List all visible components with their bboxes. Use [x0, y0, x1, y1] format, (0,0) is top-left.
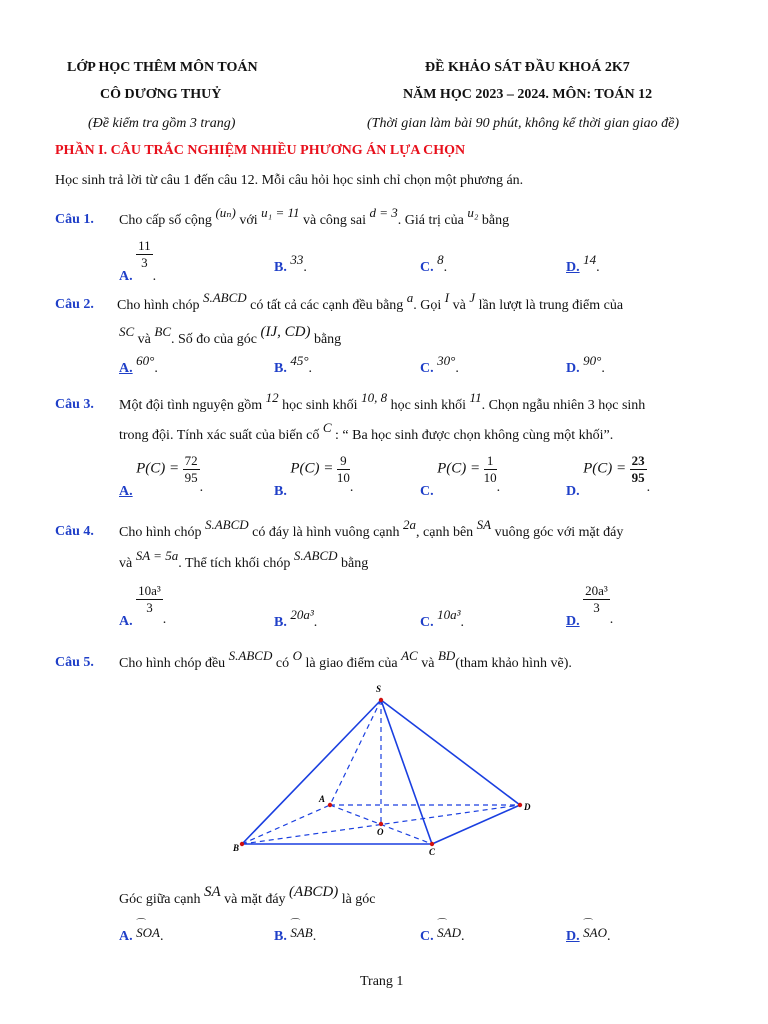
q2-option-c[interactable]: C. 30°. — [420, 353, 459, 376]
q2-text: . Số đo của góc — [171, 332, 257, 347]
q2-text: và — [452, 298, 466, 313]
exam-year-subject: NĂM HỌC 2023 – 2024. MÔN: TOÁN 12 — [403, 87, 653, 102]
option-c-label: C. — [420, 483, 434, 499]
q3-option-d[interactable]: D. P(C) = $\frac{23}{95}$ . — [566, 453, 651, 499]
point-b — [240, 842, 244, 846]
q5-math-sa: SA — [203, 884, 221, 900]
instruction-text: Học sinh trả lời từ câu 1 đến câu 12. Mỗi câu hỏi học sinh chỉ chọn một phương án. — [55, 173, 524, 188]
q3-text: : “ Ba học sinh được chọn không cùng một khối”. — [335, 428, 614, 443]
q1-option-d[interactable]: D. 14. — [566, 252, 600, 275]
q2-math-pyramid: S.ABCD — [202, 290, 247, 305]
q3-text: Một đội tình nguyện gồm — [119, 398, 263, 413]
q3-option-a[interactable]: A. P(C) = $\frac{72}{95}$ . — [119, 453, 204, 499]
point-d — [518, 803, 522, 807]
q1-option-d-value: 14 — [583, 252, 597, 267]
q4-math-pyramid: S.ABCD — [293, 548, 338, 563]
q4-option-a[interactable]: A. $\frac{\text{10a³}}{3}$ . — [119, 583, 167, 629]
q3-option-a-prob: P(C) = — [136, 460, 180, 477]
q4-math-sa: SA — [476, 517, 492, 532]
denominator: 3 — [141, 255, 148, 270]
q1-option-b[interactable]: B. 33. — [274, 252, 307, 275]
q3-math-count-12: 12 — [265, 390, 279, 405]
q2-text: và — [137, 332, 151, 347]
question-4-stem-line2 — [119, 548, 369, 572]
school-name: LỚP HỌC THÊM MÔN TOÁN — [67, 60, 258, 75]
q5-option-c-angle: ⌒ SAD — [437, 925, 461, 941]
q2-option-a[interactable]: A. 60°. — [119, 353, 158, 376]
q3-text: học sinh khối — [282, 398, 358, 413]
q2-text: Cho hình chóp — [117, 298, 200, 313]
q4-option-d-fraction — [583, 583, 610, 616]
question-5-number: Câu 5. — [55, 655, 94, 670]
q3-option-d-prob: P(C) = — [583, 460, 627, 477]
numerator: 9 — [337, 453, 350, 470]
q2-option-a-value: 60° — [136, 353, 155, 368]
q4-math-side: 2a — [403, 517, 417, 532]
numerator: 20a³ — [585, 583, 608, 598]
q1-option-a[interactable]: A. $\frac{11}{3}$ . — [119, 238, 157, 284]
q2-text: bằng — [313, 332, 342, 347]
q3-text: trong đội. Tính xác suất của biến cố — [119, 428, 320, 443]
option-a-label: A. — [119, 361, 133, 376]
denominator: 10 — [483, 470, 497, 485]
q3-math-event: C — [322, 420, 332, 435]
question-3-stem-line1 — [119, 390, 646, 414]
label-b: B — [233, 843, 240, 853]
q4-text: và — [119, 556, 133, 571]
q2-option-d-value: 90° — [583, 353, 602, 368]
option-d-label: D. — [566, 260, 580, 275]
q4-option-b-value: 20a³ — [290, 607, 314, 622]
q5-text: Cho hình chóp đều — [119, 656, 226, 671]
q1-option-b-value: 33 — [290, 252, 304, 267]
q3-math-count-11: 11 — [469, 390, 482, 405]
denominator: 10 — [336, 470, 350, 485]
option-b-label: B. — [274, 929, 287, 944]
q1-text: Cho cấp số cộng — [119, 213, 212, 228]
denominator: 3 — [146, 600, 153, 615]
q4-math-sa-length: SA = 5a — [135, 548, 179, 563]
q1-text: bằng — [481, 213, 510, 228]
page-number: Trang 1 — [360, 974, 404, 989]
q5-math-bd: BD — [437, 648, 456, 663]
q5-text: và mặt đáy — [224, 892, 286, 907]
question-2-stem-line1 — [117, 290, 624, 314]
exam-title: ĐỀ KHẢO SÁT ĐẦU KHOÁ 2K7 — [425, 60, 630, 75]
option-c-label: C. — [420, 361, 434, 376]
denominator: 95 — [631, 470, 645, 485]
option-c-label: C. — [420, 929, 434, 944]
numerator: 72 — [184, 453, 198, 468]
q2-text: lần lượt là trung điểm của — [478, 298, 624, 313]
numerator: 10a³ — [138, 583, 161, 598]
q5-math-o: O — [292, 648, 302, 663]
edge-sa-hidden — [330, 700, 381, 805]
q1-math-sequence: (uₙ) — [215, 205, 236, 220]
label-a: A — [319, 794, 326, 804]
option-b-label: B. — [274, 615, 287, 630]
q2-text: có tất cả các cạnh đều bằng — [250, 298, 404, 313]
q5-option-b[interactable]: B. ⌒ SAB. — [274, 928, 316, 945]
q2-text: . Gọi — [413, 298, 442, 313]
option-a-label: A. — [119, 613, 133, 629]
q4-option-b[interactable]: B. 20a³. — [274, 607, 318, 630]
option-c-label: C. — [420, 615, 434, 630]
option-d-label: D. — [566, 361, 580, 376]
option-d-label: D. — [566, 613, 580, 629]
option-c-label: C. — [420, 260, 434, 275]
teacher-name: CÔ DƯƠNG THUỶ — [100, 87, 222, 102]
option-a-label: A. — [119, 268, 133, 284]
q1-text: . Giá trị của — [397, 213, 464, 228]
q1-option-c-value: 8 — [437, 252, 444, 267]
q3-option-c-fraction — [484, 453, 497, 486]
edge-sd — [381, 700, 520, 805]
q1-option-a-fraction — [136, 238, 153, 271]
q1-math-first-term: u₁ = 11 — [261, 205, 300, 220]
q2-math-edge: a — [406, 290, 414, 305]
option-d-label: D. — [566, 929, 580, 944]
denominator: 3 — [593, 600, 600, 615]
q5-option-d[interactable]: D. ⌒ SAO. — [566, 928, 610, 945]
q5-text: có — [275, 656, 290, 671]
option-a-label: A. — [119, 929, 133, 944]
option-b-label: B. — [274, 483, 287, 499]
edge-ba-hidden — [242, 805, 330, 844]
q1-text: và công sai — [303, 213, 366, 228]
q5-option-b-angle: ⌒ SAB — [290, 925, 312, 941]
label-d: D — [524, 802, 531, 812]
question-1-number: Câu 1. — [55, 212, 94, 227]
q3-option-b-fraction — [337, 453, 350, 486]
q2-math-point-i: I — [444, 290, 450, 305]
q4-option-d[interactable]: D. $\frac{\text{20a³}}{3}$ . — [566, 583, 614, 629]
q3-option-b[interactable]: B. P(C) = $\frac{9}{10}$ . — [274, 453, 354, 499]
q1-text: với — [239, 213, 258, 228]
question-4-number: Câu 4. — [55, 524, 94, 539]
label-c: C — [429, 847, 436, 857]
option-a-label: A. — [119, 483, 133, 499]
point-a — [328, 803, 332, 807]
q2-option-b[interactable]: B. 45°. — [274, 353, 313, 376]
q2-math-sc: SC — [119, 324, 135, 339]
q5-math-plane: (ABCD) — [289, 884, 339, 900]
label-s: S — [376, 684, 382, 694]
q2-option-c-value: 30° — [437, 353, 456, 368]
question-3-number: Câu 3. — [55, 397, 94, 412]
q2-option-b-value: 45° — [290, 353, 309, 368]
q4-text: có đáy là hình vuông cạnh — [252, 525, 400, 540]
option-b-label: B. — [274, 260, 287, 275]
pyramid-figure — [228, 680, 540, 860]
q5-text: Góc giữa cạnh — [119, 892, 201, 907]
time-note: (Thời gian làm bài 90 phút, không kể thời gian giao đề) — [367, 116, 680, 131]
q3-text: học sinh khối — [390, 398, 467, 413]
page-count-note: (Đề kiểm tra gồm 3 trang) — [88, 116, 236, 131]
q1-option-c[interactable]: C. 8. — [420, 252, 448, 275]
q3-option-a-fraction — [183, 453, 200, 486]
q2-math-point-j: J — [469, 290, 476, 305]
q4-option-a-fraction — [136, 583, 163, 616]
q4-text: bằng — [341, 556, 369, 571]
q2-option-d[interactable]: D. 90°. — [566, 353, 605, 376]
q4-text: , cạnh bên — [416, 525, 474, 540]
q3-option-c[interactable]: C. P(C) = $\frac{1}{10}$ . — [420, 453, 501, 499]
q3-option-b-prob: P(C) = — [290, 460, 334, 477]
q3-math-count-10-8: 10, 8 — [361, 390, 388, 405]
question-2-number: Câu 2. — [55, 297, 94, 312]
q5-option-d-angle: ⌒ SAO — [583, 925, 607, 941]
q2-math-angle: (IJ, CD) — [260, 324, 311, 340]
option-b-label: B. — [274, 361, 287, 376]
q5-text: và — [421, 656, 435, 671]
option-d-label: D. — [566, 483, 580, 499]
question-5-stem-line2 — [119, 884, 376, 908]
question-3-stem-line2 — [119, 420, 614, 444]
q5-text: (tham khảo hình vẽ). — [455, 656, 572, 671]
numerator: 23 — [631, 453, 645, 468]
q5-option-c[interactable]: C. ⌒ SAD. — [420, 928, 464, 945]
question-4-stem-line1 — [119, 517, 624, 541]
q4-option-c[interactable]: C. 10a³. — [420, 607, 465, 630]
q4-text: vuông góc với mặt đáy — [494, 525, 624, 540]
q4-math-pyramid: S.ABCD — [204, 517, 249, 532]
question-2-stem-line2 — [119, 324, 342, 348]
edge-sb — [242, 700, 381, 844]
question-5-stem — [119, 648, 572, 672]
q4-text: Cho hình chóp — [119, 525, 202, 540]
q3-option-d-fraction — [630, 453, 647, 486]
section-title: PHẦN I. CÂU TRẮC NGHIỆM NHIỀU PHƯƠNG ÁN LỰA CHỌN — [55, 143, 466, 158]
q3-option-c-prob: P(C) = — [437, 460, 481, 477]
question-1-stem — [119, 205, 510, 229]
q5-text: là góc — [341, 892, 376, 907]
q4-option-c-value: 10a³ — [437, 607, 461, 622]
edge-sc — [381, 700, 432, 844]
q2-math-bc: BC — [154, 324, 172, 339]
q5-option-a-angle: ⌒ SOA — [136, 925, 160, 941]
q5-option-a[interactable]: A. ⌒ SOA. — [119, 928, 163, 945]
q5-text: là giao điểm của — [305, 656, 398, 671]
point-c — [430, 842, 434, 846]
q5-math-ac: AC — [401, 648, 418, 663]
point-s — [379, 698, 383, 702]
point-o — [379, 822, 383, 826]
numerator: 1 — [484, 453, 497, 470]
q4-text: . Thể tích khối chóp — [178, 556, 291, 571]
q1-math-term: u₂ — [467, 205, 479, 220]
label-o: O — [377, 827, 384, 837]
q1-math-difference: d = 3 — [369, 205, 398, 220]
q3-text: . Chọn ngẫu nhiên 3 học sinh — [481, 398, 646, 413]
numerator: 11 — [138, 238, 151, 253]
q5-math-pyramid: S.ABCD — [228, 648, 273, 663]
denominator: 95 — [184, 470, 198, 485]
